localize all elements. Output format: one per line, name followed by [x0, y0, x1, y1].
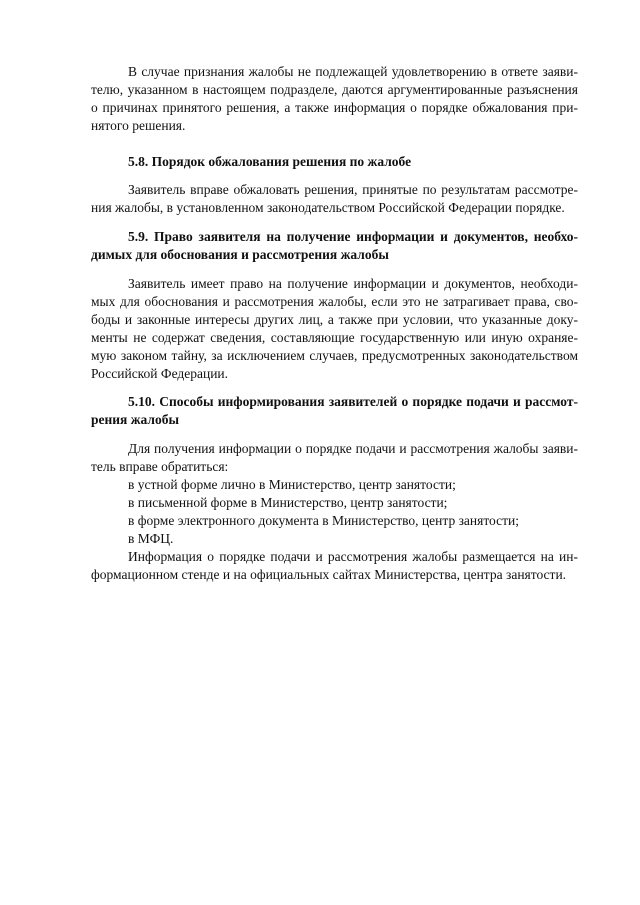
list-item-mfc: в МФЦ.: [128, 531, 174, 546]
list-item-written: в письменной форме в Министерство, центр занятости;: [128, 495, 448, 510]
paragraph-1-line-3: о причинах принятого решения, а также информация о порядке обжалования при-: [91, 100, 578, 115]
list-item-electronic: в форме электронного документа в Министерство, центр занятости;: [128, 513, 519, 528]
paragraph-3-line-5: мую законом тайну, за исключением случаев, предусмотренных законодательством: [91, 348, 578, 363]
heading-5-10-line-2: рения жалобы: [91, 412, 180, 427]
heading-5-10-line-1: 5.10. Способы информирования заявителей о порядке подачи и рассмот-: [128, 394, 578, 409]
paragraph-1-line-1: В случае признания жалобы не подлежащей удовлетворению в ответе заяви-: [128, 64, 578, 79]
paragraph-4-line-1: Для получения информации о порядке подачи и рассмотрения жалобы заяви-: [128, 441, 578, 456]
paragraph-5-line-1: Информация о порядке подачи и рассмотрения жалобы размещается на ин-: [128, 549, 578, 564]
paragraph-3-line-4: менты не содержат сведения, составляющие государственную или иную охраняе-: [91, 330, 578, 345]
paragraph-3-line-3: боды и законные интересы других лиц, а также при условии, что указанные доку-: [91, 312, 578, 327]
paragraph-3-line-6: Российской Федерации.: [91, 366, 229, 381]
paragraph-2-line-1: Заявитель вправе обжаловать решения, принятые по результатам рассмотре-: [128, 182, 578, 197]
paragraph-3-line-1: Заявитель имеет право на получение информации и документов, необходи-: [128, 276, 578, 291]
paragraph-5-line-2: формационном стенде и на официальных сайтах Министерства, центра занятости.: [91, 567, 567, 582]
paragraph-4-line-2: тель вправе обратиться:: [91, 459, 229, 474]
heading-5-9-line-1: 5.9. Право заявителя на получение информации и документов, необхо-: [128, 229, 578, 244]
paragraph-3-line-2: мых для обоснования и рассмотрения жалобы, если это не затрагивает права, сво-: [91, 294, 578, 309]
paragraph-2-line-2: ния жалобы, в установленном законодательством Российской Федерации порядке.: [91, 200, 565, 215]
paragraph-1-line-4: нятого решения.: [91, 118, 186, 133]
heading-5-9-line-2: димых для обоснования и рассмотрения жалобы: [91, 247, 389, 262]
paragraph-1-line-2: телю, указанном в настоящем подразделе, даются аргументированные разъяснения: [91, 82, 578, 97]
heading-5-8: 5.8. Порядок обжалования решения по жалобе: [128, 154, 412, 169]
list-item-oral: в устной форме лично в Министерство, центр занятости;: [128, 477, 456, 492]
